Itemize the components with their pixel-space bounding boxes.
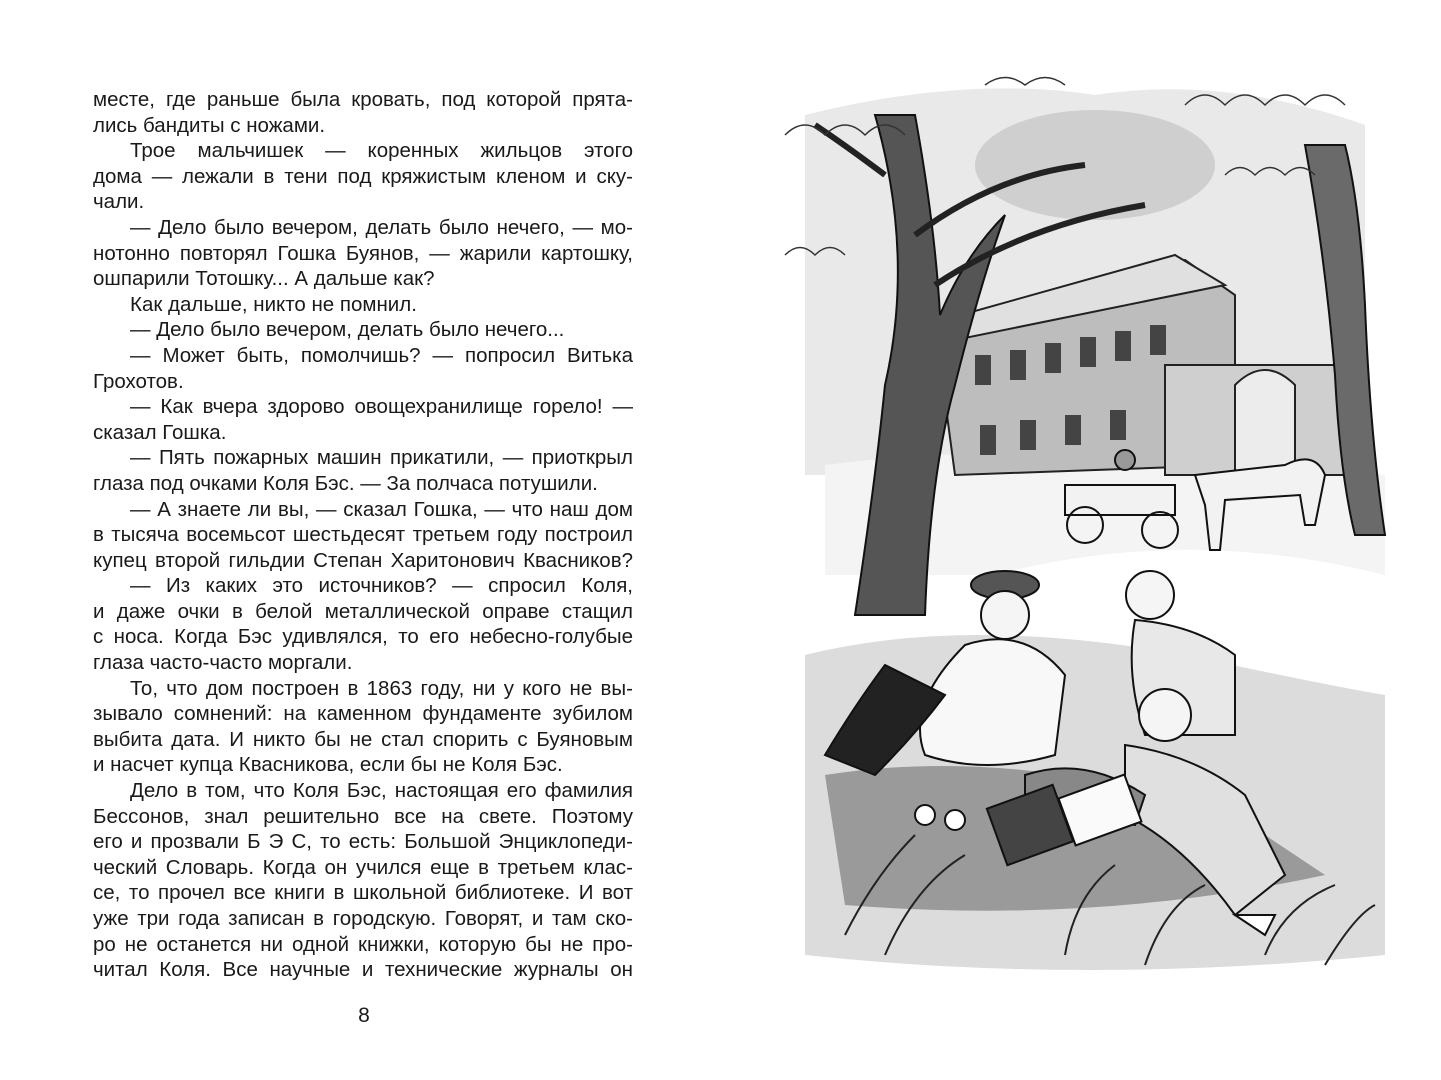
text-line: се, то прочел все книги в школьной библиотеке. И вот — [93, 881, 633, 905]
text-line: купец второй гильдии Степан Харитонович Квасников? — [93, 548, 633, 572]
text-line: — А знаете ли вы, — сказал Гошка, — что наш дом — [130, 497, 633, 521]
text-line: — Как вчера здорово овощехранилище горело! — — [130, 395, 633, 419]
text-line: зывало сомнений: на каменном фундаменте зубилом — [93, 702, 633, 726]
text-line: ошпарили Тотошку... А дальше как? — [93, 267, 435, 291]
text-line: — Пять пожарных машин прикатили, — приоткрыл — [130, 446, 633, 470]
text-line: и насчет купца Квасникова, если бы не Коля Бэс. — [93, 753, 563, 777]
text-line: Грохотов. — [93, 369, 184, 393]
text-line: в тысяча восемьсот шестьдесят третьем году построил — [93, 523, 633, 547]
text-line: Трое мальчишек — коренных жильцов этого — [130, 139, 633, 163]
text-line: глаза под очками Коля Бэс. — За полчаса потушили. — [93, 471, 598, 495]
text-line: глаза часто-часто моргали. — [93, 651, 353, 675]
text-line: сказал Гошка. — [93, 420, 227, 444]
text-line: чали. — [93, 190, 145, 214]
text-line: уже три года записан в городскую. Говорят, и там ско- — [93, 907, 633, 930]
text-line: Бессонов, знал решительно все на свете. Поэтому — [93, 804, 633, 828]
text-line: и даже очки в белой металлической оправе стащил — [93, 599, 633, 623]
text-line: — Дело было вечером, делать было нечего... — [130, 318, 565, 342]
text-line: Как дальше, никто не помнил. — [130, 292, 417, 316]
text-line: ческий Словарь. Когда он учился еще в третьем клас- — [93, 855, 633, 879]
text-line: читал Коля. Все научные и технические журналы он — [93, 958, 633, 982]
text-line: Дело в том, что Коля Бэс, настоящая его фамилия — [130, 779, 633, 803]
text-line: ро не останется ни одной книжки, которую бы не про- — [93, 932, 633, 956]
text-line: — Из каких это источников? — спросил Коля, — [130, 574, 633, 598]
text-line: То, что дом построен в 1863 году, ни у кого не вы- — [130, 676, 633, 700]
text-line: с носа. Когда Бэс удивлялся, то его небесно-голубые — [93, 625, 633, 649]
text-line: — Дело было вечером, делать было нечего, — мо- — [130, 215, 633, 239]
text-line: дома — лежали в тени под кряжистым кленом и ску- — [93, 164, 633, 188]
text-line: лись бандиты с ножами. — [93, 113, 326, 137]
right-page — [720, 0, 1441, 1080]
text-line: месте, где раньше была кровать, под которой прята- — [93, 88, 633, 111]
body-text — [93, 87, 633, 983]
illustration-icon — [765, 55, 1395, 995]
page-number: 8 — [358, 1004, 370, 1027]
text-line: выбита дата. И никто бы не стал спорить с Буяновым — [93, 727, 633, 751]
text-line: его и прозвали Б Э С, то есть: Большой Энциклопеди- — [93, 830, 633, 854]
text-line: — Может быть, помолчишь? — попросил Витька — [130, 343, 633, 367]
text-line: нотонно повторял Гошка Буянов, — жарили картошку, — [93, 241, 633, 265]
left-page — [0, 0, 720, 1080]
